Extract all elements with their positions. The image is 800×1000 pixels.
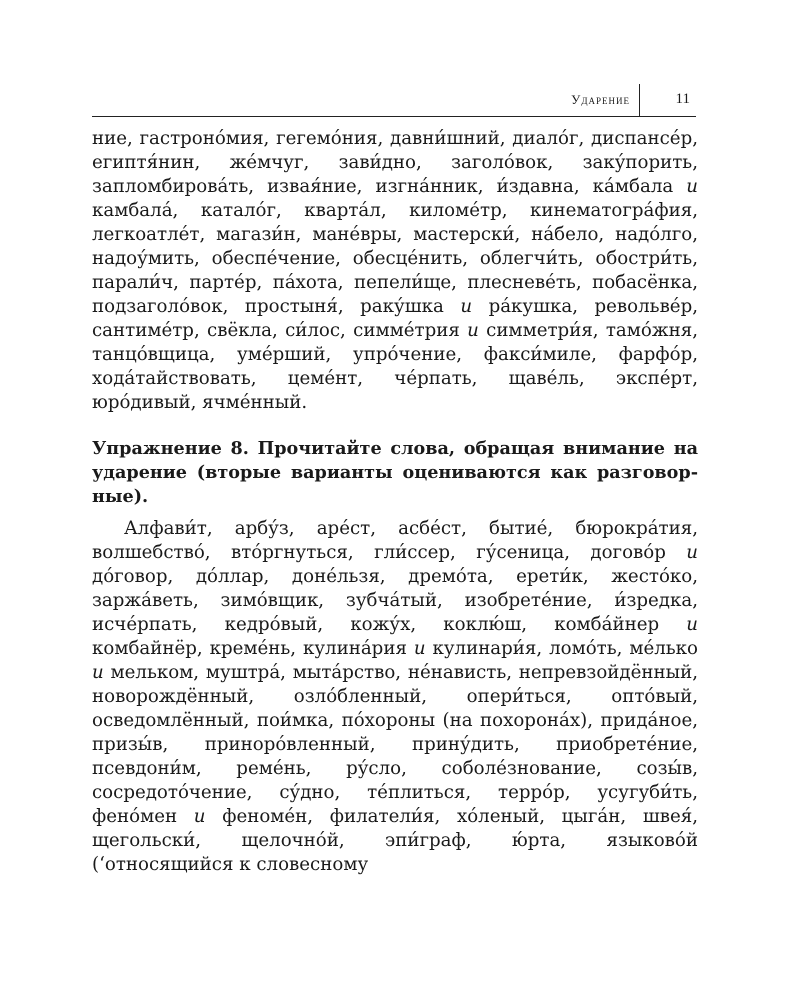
word-list-text-run: симметри́я, тамо́жня, танцо́вщица, уме́рший, упро́чение, факси́миле, фарфо́р, хода́тайствовать, цеме́нт, че́рпать, щаве́ль, экспе́рт, юро́дивый, ячме́нный. (92, 320, 698, 413)
conjunction-italic: и (686, 176, 698, 197)
conjunction-italic: и (467, 320, 479, 341)
conjunction-italic: и (92, 662, 104, 683)
exercise-text-run: комбайнёр, креме́нь, кулина́рия (92, 638, 414, 659)
page-content (92, 127, 698, 877)
section-title: Ударение (571, 92, 630, 107)
conjunction-italic: и (686, 614, 698, 635)
exercise-text-run: мельком, муштра́, мыта́рство, не́нависть, непревзойдённый, новорождённый, озло́бленный, опери́ться, опто́вый, осведомлённый, пои́мка, по́хороны (на похорона́х), прида́ное, призы́в, приноро́вленный, прину́дить, приобрете́ние, псевдони́м, реме́нь, ру́сло, соболе́знование, созы́в, сосредото́чение, су́дно, те́плиться, терро́р, усугуби́ть, фено́мен (92, 662, 698, 827)
conjunction-italic: и (413, 638, 426, 659)
exercise-word-list (92, 517, 698, 877)
word-list-text-run: камбала́, катало́г, кварта́л, киломе́тр, кинематогра́фия, легкоатле́т, магази́н, мане́вры, мастерски́, на́бело, надо́лго, надоу́мить, обеспе́чение, обесце́нить, облегчи́ть, обостри́ть, парали́ч, парте́р, па́хота, пепели́ще, плесневе́ть, побасёнка, подзаголо́вок, простыня́, раку́шка (92, 200, 698, 317)
exercise-text-run: до́говор, до́ллар, доне́льзя, дремо́та, ерети́к, жесто́ко, заржа́веть, зимо́вщик, зубча́тый, изобрете́ние, и́зредка, исче́рпать, кедро́вый, кожу́х, коклю́ш, комба́йнер (92, 566, 698, 635)
header-divider (639, 84, 640, 116)
page-number: 11 (675, 91, 690, 107)
exercise-text-run: феноме́н, филатели́я, хо́леный, цыга́н, швея́, щегольски́, щелочно́й, эпи́граф, ю́рта, языково́й (‘относящийся к словесному (92, 806, 698, 875)
word-list-text-run: ра́кушка, револьве́р, сантиме́тр, свёкла, си́лос, симме́трия (92, 296, 698, 341)
word-list-text-run: ние, гастроно́мия, гегемо́ния, давни́шний, диало́г, диспансе́р, египтя́нин, же́мчуг, зави́дно, заголо́вок, заку́порить, запломбирова́ть, извая́ние, изгна́нник, и́здавна, ка́мбала (92, 128, 698, 197)
conjunction-italic: и (193, 806, 206, 827)
conjunction-italic: и (686, 542, 698, 563)
exercise-heading: Упражнение 8. Прочитайте слова, обращая внимание на ударение (вторые варианты оцениваются как разговорные). (92, 438, 698, 507)
running-header (92, 84, 696, 117)
word-list-paragraph (92, 127, 698, 415)
conjunction-italic: и (460, 296, 473, 317)
exercise-text-run: Алфави́т, арбу́з, аре́ст, асбе́ст, бытие́, бюрокра́тия, волшебство́, вто́ргнуться, гли́ссер, гу́сеница, догово́р (92, 518, 698, 563)
exercise-text-run: кулинари́я, ломо́ть, ме́лько (425, 638, 698, 659)
